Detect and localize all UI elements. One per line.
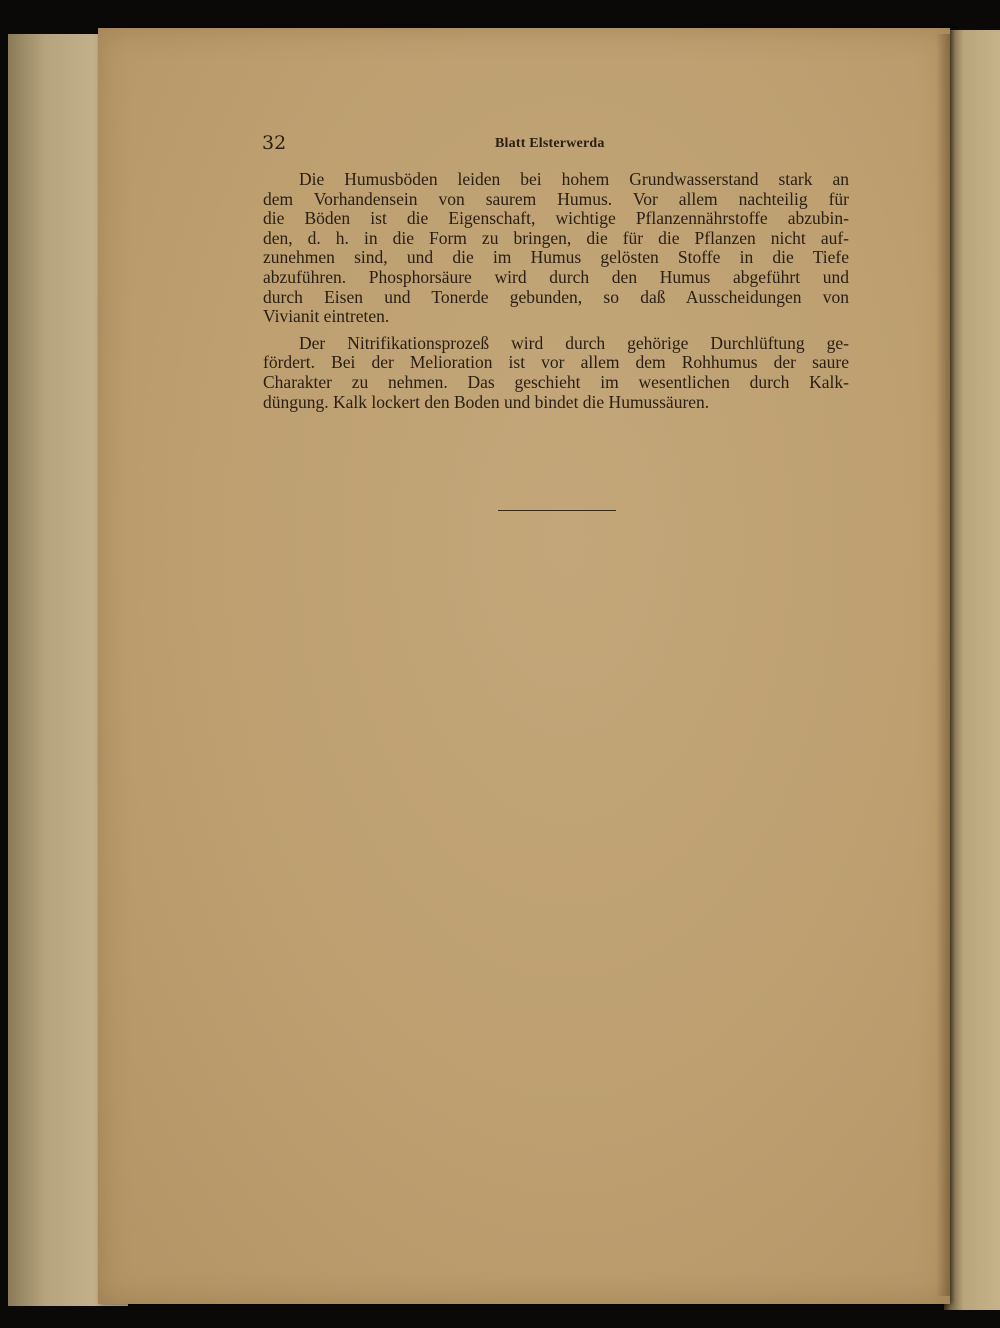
page-shadow	[936, 34, 950, 1296]
text-line: fördert. Bei der Melioration ist vor allem dem Rohhumus der saure	[263, 352, 849, 373]
text-line: Charakter zu nehmen. Das geschieht im wesentlichen durch Kalk-	[263, 371, 849, 392]
body-text	[263, 170, 849, 419]
text-line: zunehmen sind, und die im Humus gelösten Stoffe in die Tiefe	[263, 247, 849, 268]
text-line: abzuführen. Phosphorsäure wird durch den Humus abgeführt und	[263, 266, 849, 287]
running-title: Blatt Elsterwerda	[495, 136, 605, 151]
text-line: durch Eisen und Tonerde gebunden, so daß Ausscheidungen von	[263, 286, 849, 307]
page-header	[262, 130, 850, 158]
text-line: Vivianit eintreten.	[263, 306, 390, 327]
text-line: dem Vorhandensein von saurem Humus. Vor allem nachteilig für	[263, 188, 849, 209]
page-number: 32	[262, 132, 287, 154]
text-line: die Böden ist die Eigenschaft, wichtige Pflanzennährstoffe abzubin-	[263, 208, 849, 229]
text-line: düngung. Kalk lockert den Boden und bindet die Humussäuren.	[263, 391, 710, 412]
text-line: den, d. h. in die Form zu bringen, die für die Pflanzen nicht auf-	[263, 227, 849, 248]
next-page-edge	[944, 30, 1000, 1310]
section-end-rule	[498, 510, 616, 511]
paragraph-1	[263, 170, 849, 327]
text-line: Die Humusböden leiden bei hohem Grundwasserstand stark an	[299, 169, 849, 189]
text-line: Der Nitrifikationsprozeß wird durch gehörige Durchlüftung ge-	[299, 332, 849, 353]
paragraph-2	[263, 334, 849, 412]
